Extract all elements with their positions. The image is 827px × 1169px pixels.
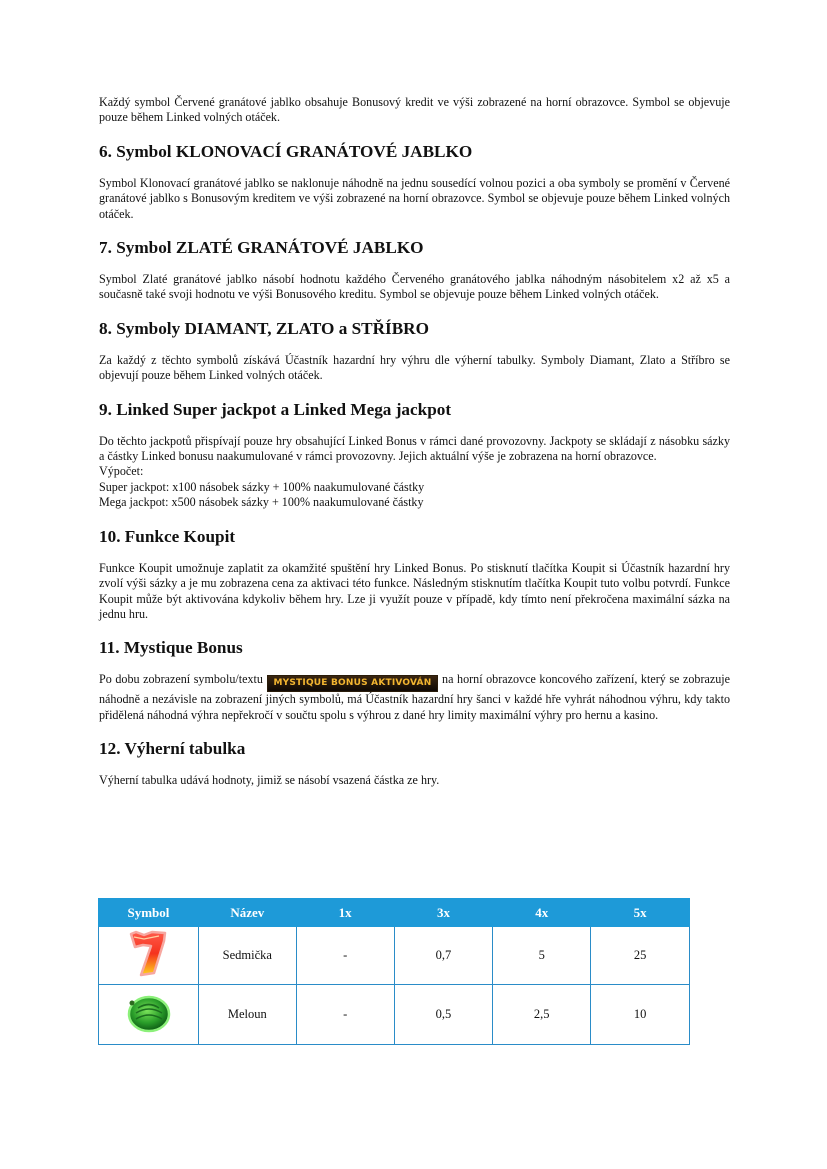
- column-header-3x: 3x: [394, 899, 493, 927]
- column-header-symbol: Symbol: [99, 899, 199, 927]
- intro-paragraph: Každý symbol Červené granátové jablko obsahuje Bonusový kredit ve výši zobrazené na horní obrazovce. Symbol se objevuje pouze během Linked volných otáček.: [99, 95, 730, 125]
- payout-4x-cell: 5: [493, 927, 591, 985]
- payout-3x-cell: 0,5: [394, 985, 493, 1045]
- paytable: [98, 898, 690, 1045]
- table-row: [99, 927, 690, 985]
- jackpot-calculation: [99, 464, 730, 510]
- paragraph-section-7: Symbol Zlaté granátové jablko násobí hodnotu každého Červeného granátového jablka náhodným násobitelem x2 až x5 a současně také svoji hodnotu ve výši Bonusového kreditu. Symbol se objevuje pouze během Linked volných otáček.: [99, 272, 730, 302]
- name-cell: Sedmička: [198, 927, 296, 985]
- seven-icon: [126, 929, 170, 983]
- payout-4x-cell: 2,5: [493, 985, 591, 1045]
- paragraph-section-9: Do těchto jackpotů přispívají pouze hry obsahující Linked Bonus v rámci dané provozovny. Jackpoty se skládají z násobku sázky a částky Linked bonusu naakumulované v rámci provozovny. Jejich aktuální výše je zobrazena na horní obrazovce.: [99, 433, 730, 464]
- table-row: [99, 985, 690, 1045]
- column-header-1x: 1x: [296, 899, 394, 927]
- heading-section-11: 11. Mystique Bonus: [99, 638, 243, 658]
- text-after-badge: na horní obrazovce koncového zařízení, který se zobrazuje náhodně a nezávisle na zobrazení jiných symbolů, má Účastník hazardní hry šanci v každé hře vyhrát náhodnou výhru, kdy takto přidělená náhodná výhra nepřekročí v součtu spolu s výhrou z dané hry limity maximální výhry pro hernu a kasino.: [99, 672, 731, 722]
- heading-section-12: 12. Výherní tabulka: [99, 739, 246, 759]
- column-header-5x: 5x: [591, 899, 690, 927]
- payout-1x-cell: -: [296, 985, 394, 1045]
- paytable-header-row: [99, 899, 690, 927]
- column-header-4x: 4x: [493, 899, 591, 927]
- payout-5x-cell: 25: [591, 927, 690, 985]
- heading-section-10: 10. Funkce Koupit: [99, 526, 236, 546]
- paragraph-section-12: Výherní tabulka udává hodnoty, jimiž se násobí vsazená částka ze hry.: [99, 773, 440, 788]
- heading-section-7: 7. Symbol ZLATÉ GRANÁTOVÉ JABLKO: [99, 238, 424, 258]
- mystique-bonus-badge: MYSTIQUE BONUS AKTIVOVÁN: [267, 675, 439, 692]
- paragraph-section-6: Symbol Klonovací granátové jablko se naklonuje náhodně na jednu sousedící volnou pozici a oba symboly se promění v Červené granátové jablko s Bonusovým kreditem ve výši zobrazené na horní obrazovce. Symbol se objevuje pouze během Linked volných otáček.: [99, 175, 730, 221]
- symbol-cell: [99, 985, 199, 1045]
- heading-section-6: 6. Symbol KLONOVACÍ GRANÁTOVÉ JABLKO: [99, 141, 473, 161]
- payout-1x-cell: -: [296, 927, 394, 985]
- column-header-name: Název: [198, 899, 296, 927]
- name-cell: Meloun: [198, 985, 296, 1045]
- mega-jackpot-line: Mega jackpot: x500 násobek sázky + 100% naakumulované částky: [99, 495, 424, 510]
- payout-3x-cell: 0,7: [394, 927, 493, 985]
- payout-5x-cell: 10: [591, 985, 690, 1045]
- paragraph-section-10: Funkce Koupit umožnuje zaplatit za okamžité spuštění hry Linked Bonus. Po stisknutí tlačítka Koupit si Účastník hazardní hry zvolí výši sázky a je mu zobrazena cena za aktivaci této funkce. Následným stisknutím tlačítka Koupit tuto volbu potvrdí. Funkce Koupit může být aktivována kdykoliv během hry. Lze ji využít pouze v případě, kdy tímto není překročena maximální sázka na jednu hru.: [99, 560, 730, 621]
- watermelon-icon: [124, 991, 172, 1039]
- text-before-badge: Po dobu zobrazení symbolu/textu: [99, 672, 267, 687]
- symbol-cell: [99, 927, 199, 985]
- calculation-label: Výpočet:: [99, 464, 144, 479]
- heading-section-8: 8. Symboly DIAMANT, ZLATO a STŘÍBRO: [99, 318, 429, 338]
- document-page: [99, 95, 730, 789]
- paragraph-section-11: [99, 672, 730, 723]
- super-jackpot-line: Super jackpot: x100 násobek sázky + 100% naakumulované částky: [99, 479, 425, 494]
- paragraph-section-8: Za každý z těchto symbolů získává Účastník hazardní hry výhru dle výherní tabulky. Symboly Diamant, Zlato a Stříbro se objevují pouze během Linked volných otáček.: [99, 352, 730, 383]
- heading-section-9: 9. Linked Super jackpot a Linked Mega jackpot: [99, 399, 452, 419]
